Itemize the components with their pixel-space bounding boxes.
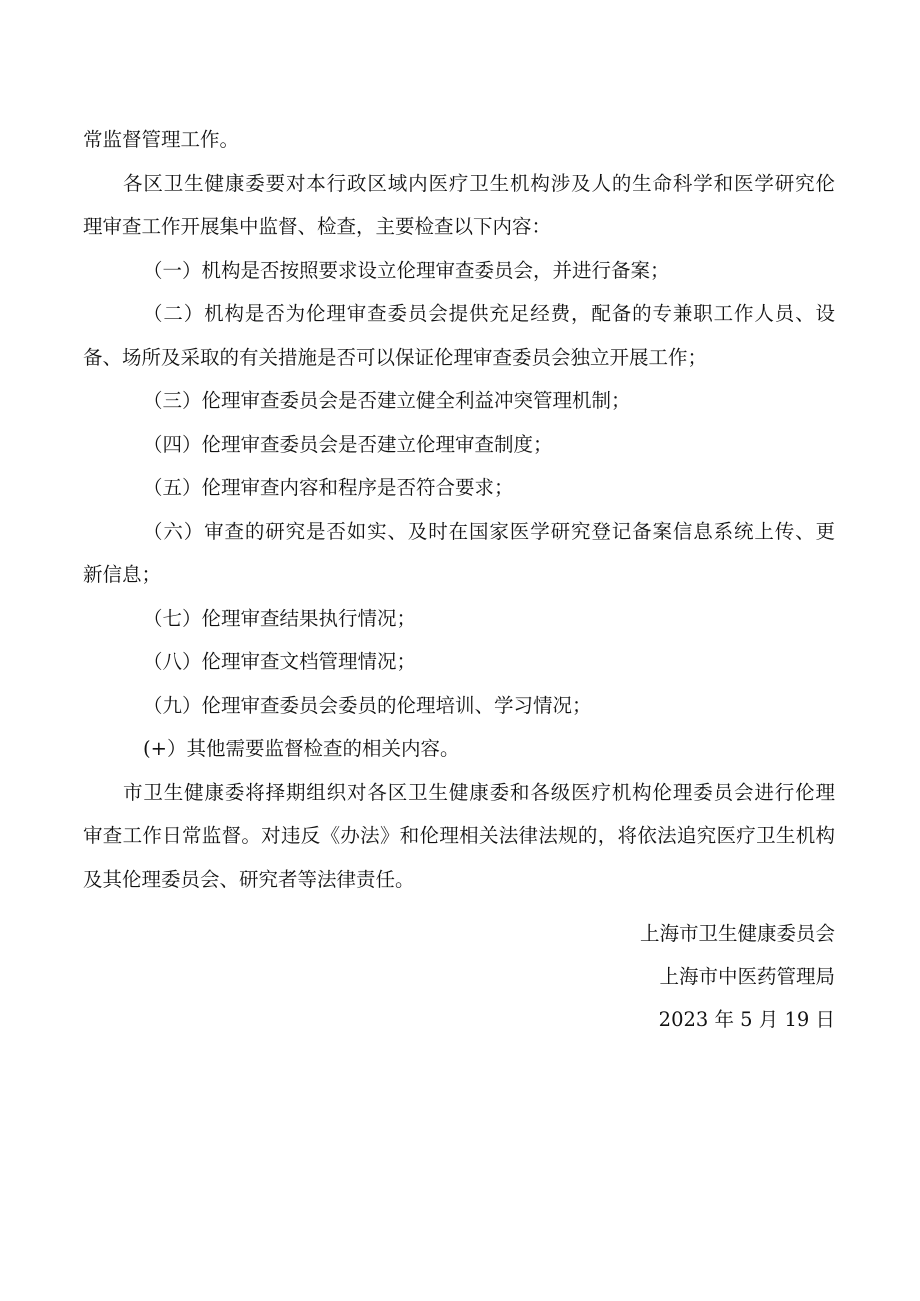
list-item-2-line-2: 备、场所及采取的有关措施是否可以保证伦理审查委员会独立开展工作； [83, 345, 708, 369]
list-item-6-line-2: 新信息； [83, 563, 162, 586]
list-item-3: （三）伦理审查委员会是否建立健全利益冲突管理机制； [143, 389, 631, 412]
signature-date: 2023 年 5 月 19 日 [658, 1008, 835, 1031]
list-item-5: （五）伦理审查内容和程序是否符合要求； [143, 476, 514, 499]
paragraph-closing-line-2: 审查工作日常监督。对违反《办法》和伦理相关法律法规的，将依法追究医疗卫生机构 [83, 824, 835, 847]
list-item-6-line-1: （六）审查的研究是否如实、及时在国家医学研究登记备案信息系统上传、更 [143, 519, 835, 543]
list-item-2-line-1: （二）机构是否为伦理审查委员会提供充足经费，配备的专兼职工作人员、设 [143, 302, 835, 325]
list-item-10: (+）其他需要监督检查的相关内容。 [143, 737, 460, 760]
paragraph-intro-line-2: 理审查工作开展集中监督、检查，主要检查以下内容： [83, 215, 552, 238]
paragraph-continuation: 常监督管理工作。 [83, 128, 240, 151]
signature-org-tcm-bureau: 上海市中医药管理局 [659, 965, 835, 988]
list-item-8: （八）伦理审查文档管理情况； [143, 650, 417, 673]
signature-org-health-commission: 上海市卫生健康委员会 [639, 922, 835, 945]
paragraph-closing-line-1: 市卫生健康委将择期组织对各区卫生健康委和各级医疗机构伦理委员会进行伦理 [123, 780, 835, 804]
list-item-7: （七）伦理审查结果执行情况； [143, 606, 417, 630]
paragraph-closing-line-3: 及其伦理委员会、研究者等法律责任。 [83, 867, 415, 891]
list-item-1: （一）机构是否按照要求设立伦理审查委员会，并进行备案； [143, 258, 670, 282]
list-item-4: （四）伦理审查委员会是否建立伦理审查制度； [143, 432, 553, 456]
document-body [83, 118, 835, 901]
paragraph-intro-line-1: 各区卫生健康委要对本行政区域内医疗卫生机构涉及人的生命科学和医学研究伦 [123, 171, 835, 195]
list-item-9: （九）伦理审查委员会委员的伦理培训、学习情况； [143, 693, 592, 717]
